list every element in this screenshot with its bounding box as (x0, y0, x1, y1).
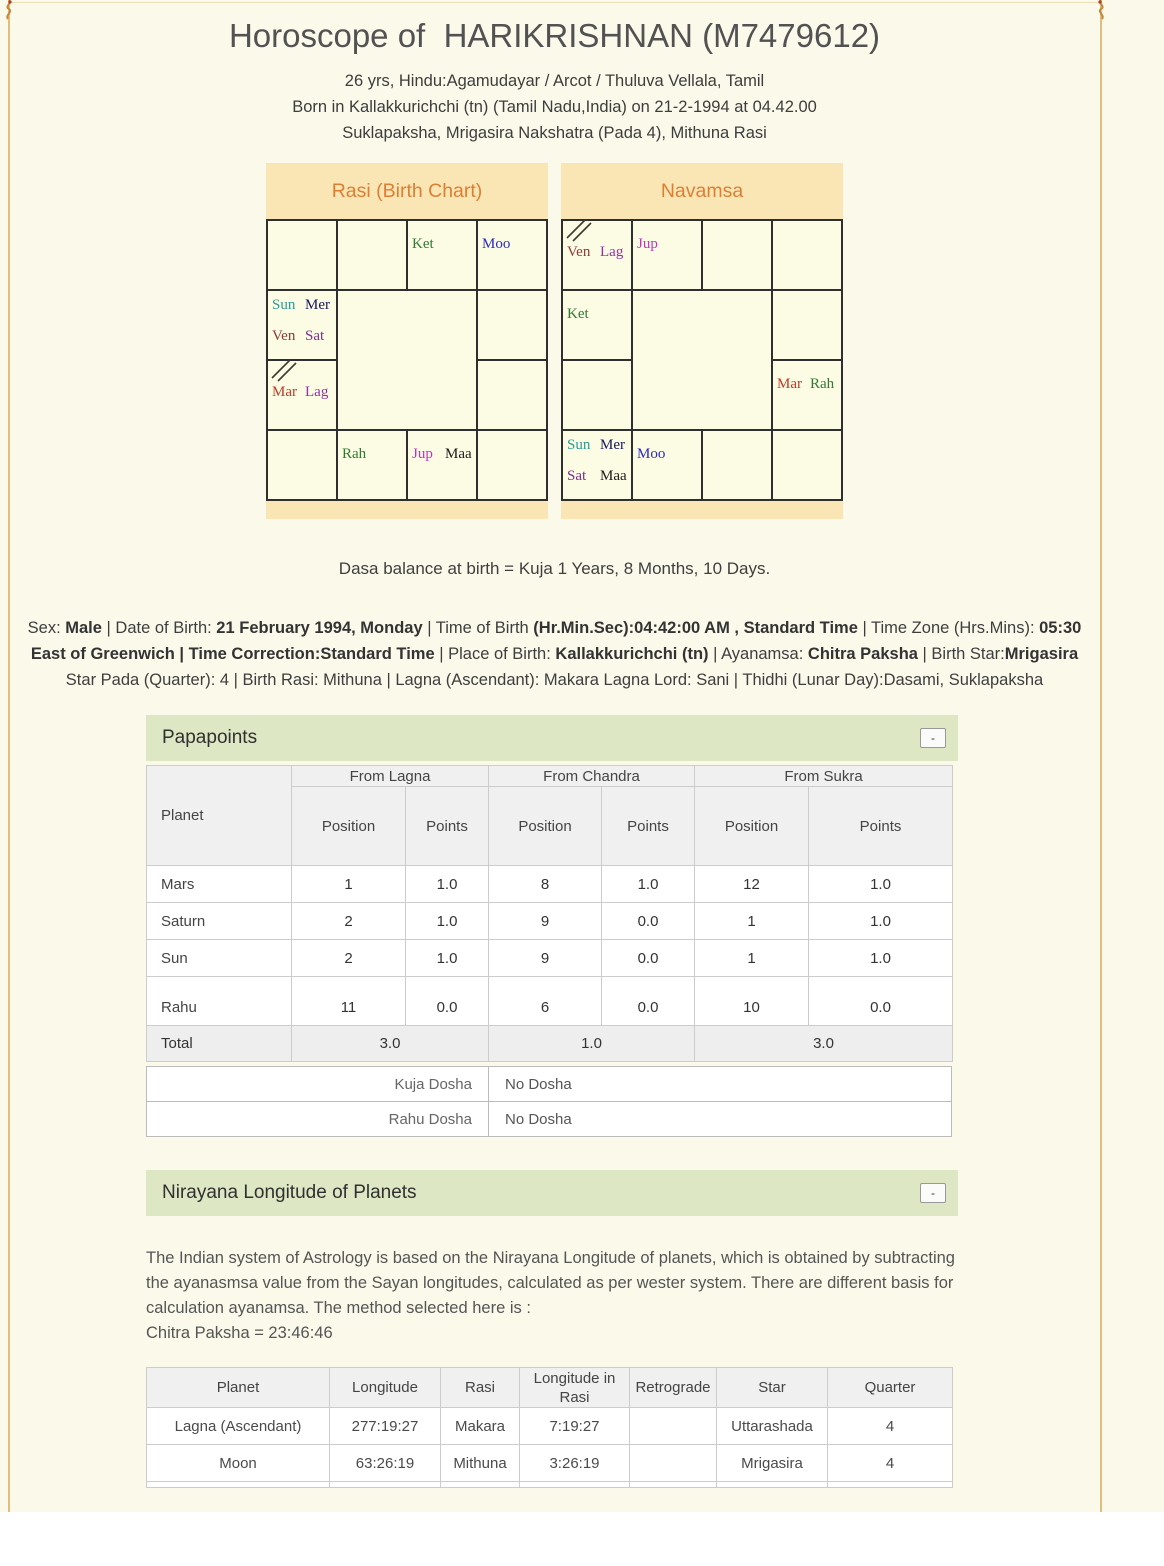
planet-sat: Sat (305, 328, 325, 344)
column-group-header: From Chandra (489, 766, 695, 787)
table-row (147, 1102, 952, 1137)
planet-maa: Maa (445, 446, 472, 462)
planet-jup: Jup (412, 446, 433, 462)
table-row (147, 1368, 953, 1408)
planet-lag: Lag (305, 384, 329, 400)
chart-grid-rasi (266, 219, 548, 501)
planet-sat: Sat (567, 468, 587, 484)
detail-label: Sex: (27, 619, 66, 637)
planet-line (478, 221, 546, 253)
column-header-position: Position (695, 787, 809, 866)
planet-moo: Moo (482, 236, 511, 252)
planet-mer: Mer (600, 437, 625, 453)
birth-details-paragraph (24, 615, 1086, 693)
total-value-cell: 3.0 (292, 1026, 489, 1062)
dosha-label-cell: Kuja Dosha (147, 1067, 489, 1102)
empty-cell (147, 1482, 330, 1488)
table-row (147, 903, 953, 940)
table-row (147, 1067, 952, 1102)
chart-cell-r1c1 (268, 221, 338, 291)
detail-value: Male (65, 619, 102, 637)
points-cell: 0.0 (602, 903, 695, 940)
lagna-mark-icon (564, 218, 592, 242)
chart-cell-r4c2 (633, 431, 703, 501)
detail-label: | Ayanamsa: (708, 645, 808, 663)
detail-value: 05:30 East of Greenwich | Time Correction:Standard Time (30, 619, 1082, 663)
planet-line (633, 431, 701, 463)
points-cell: 0.0 (809, 977, 953, 1026)
column-header-star: Star (717, 1368, 828, 1408)
chart-cell-r4c4 (773, 431, 843, 501)
nirayana-collapse-button[interactable]: - (920, 1183, 946, 1203)
points-cell: 6 (489, 977, 602, 1026)
planet-moo: Moo (637, 446, 666, 462)
planet-line (563, 454, 631, 485)
lagna-mark-icon (269, 358, 297, 382)
column-header-quarter: Quarter (828, 1368, 953, 1408)
points-cell: 8 (489, 866, 602, 903)
longitude-cell: 63:26:19 (330, 1445, 441, 1482)
planet-maa: Maa (600, 468, 627, 484)
points-cell: 1.0 (809, 940, 953, 977)
points-cell: 0.0 (406, 977, 489, 1026)
table-row (147, 766, 953, 787)
detail-value: (Hr.Min.Sec):04:42:00 AM , Standard Time (533, 619, 858, 637)
points-cell: 0.0 (602, 940, 695, 977)
longitude-table-head (147, 1368, 953, 1408)
dosha-table (146, 1066, 952, 1137)
dosha-value-cell: No Dosha (489, 1102, 952, 1137)
column-group-header: From Sukra (695, 766, 953, 787)
points-cell: 1.0 (406, 866, 489, 903)
planet-line (773, 361, 841, 393)
papapoints-collapse-button[interactable]: - (920, 728, 946, 748)
chart-title-navamsa: Navamsa (660, 180, 744, 202)
column-header-position: Position (292, 787, 406, 866)
detail-label: | Place of Birth: (434, 645, 556, 663)
column-header-longitude-in-rasi: Longitude in Rasi (520, 1368, 630, 1408)
points-cell: 1.0 (809, 866, 953, 903)
points-cell: 11 (292, 977, 406, 1026)
column-header-points: Points (406, 787, 489, 866)
planet-name-cell: Saturn (147, 903, 292, 940)
planet-ket: Ket (567, 306, 589, 322)
total-value-cell: 1.0 (489, 1026, 695, 1062)
table-row (147, 1026, 953, 1062)
empty-cell (630, 1482, 717, 1488)
table-row (147, 1408, 953, 1445)
summary-line-nakshatra: Suklapaksha, Mrigasira Nakshatra (Pada 4), Mithuna Rasi (342, 124, 767, 142)
longitude-cell: Makara (441, 1408, 520, 1445)
planet-sun: Sun (272, 297, 296, 313)
planet-line (338, 431, 406, 463)
detail-label: | Date of Birth: (101, 619, 217, 637)
detail-label: | Birth Star: (917, 645, 1005, 663)
papapoints-section-header (146, 715, 958, 761)
planet-ven: Ven (272, 328, 296, 344)
chart-cell-r4c3 (408, 431, 478, 501)
chart-cell-r3c1 (268, 361, 338, 431)
longitude-cell: Lagna (Ascendant) (147, 1408, 330, 1445)
page-title: Horoscope of HARIKRISHNAN (M7479612) (228, 17, 881, 54)
chart-cell-r4c1 (563, 431, 633, 501)
planet-line (563, 431, 631, 454)
total-label-cell: Total (147, 1026, 292, 1062)
chart-cell-r1c1 (563, 221, 633, 291)
planet-ket: Ket (412, 236, 434, 252)
chart-rasi (266, 163, 548, 519)
chart-center-cell (633, 291, 773, 431)
detail-label: | Time of Birth (422, 619, 534, 637)
nirayana-description (146, 1246, 964, 1346)
planet-name-cell: Rahu (147, 977, 292, 1026)
empty-cell (520, 1482, 630, 1488)
points-cell: 1.0 (809, 903, 953, 940)
planet-name-cell: Sun (147, 940, 292, 977)
empty-cell (717, 1482, 828, 1488)
column-header-rasi: Rasi (441, 1368, 520, 1408)
table-row (147, 866, 953, 903)
papapoints-table-head (147, 766, 953, 866)
planet-jup: Jup (637, 236, 658, 252)
points-cell: 10 (695, 977, 809, 1026)
chart-cell-r4c1 (268, 431, 338, 501)
nirayana-section-header (146, 1170, 958, 1216)
planet-ven: Ven (567, 244, 591, 260)
planet-mer: Mer (305, 297, 330, 313)
points-cell: 1 (695, 940, 809, 977)
papapoints-table (146, 765, 953, 1062)
column-header-longitude: Longitude (330, 1368, 441, 1408)
column-group-header: From Lagna (292, 766, 489, 787)
chart-cell-r2c4 (773, 291, 843, 361)
longitude-cell: Mithuna (441, 1445, 520, 1482)
longitude-cell: Uttarashada (717, 1408, 828, 1445)
chart-cell-r2c1 (268, 291, 338, 361)
planet-line (408, 431, 476, 463)
detail-value: 21 February 1994, Monday (216, 619, 423, 637)
planet-rah: Rah (342, 446, 367, 462)
column-header-points: Points (809, 787, 953, 866)
chart-cell-r1c2 (338, 221, 408, 291)
table-row (147, 940, 953, 977)
summary-line-birthplace: Born in Kallakkurichchi (tn) (Tamil Nadu,India) on 21-2-1994 at 04.42.00 (292, 98, 817, 116)
longitude-cell: 7:19:27 (520, 1408, 630, 1445)
nirayana-ayanamsa-value: Chitra Paksha = 23:46:46 (146, 1324, 333, 1342)
table-row-partial (147, 1482, 953, 1488)
papapoints-title: Papapoints (162, 727, 258, 748)
chart-row (8, 163, 1101, 519)
chart-navamsa (561, 163, 843, 519)
chart-cell-r3c1 (563, 361, 633, 431)
nirayana-longitude-table (146, 1367, 953, 1488)
detail-label: | Time Zone (Hrs.Mins): (857, 619, 1040, 637)
column-header-retrograde: Retrograde (630, 1368, 717, 1408)
points-cell: 9 (489, 940, 602, 977)
column-header-planet: Planet (147, 1368, 330, 1408)
column-header-position: Position (489, 787, 602, 866)
points-cell: 1.0 (602, 866, 695, 903)
birth-summary (8, 68, 1101, 146)
table-row (147, 977, 953, 1026)
points-cell: 0.0 (602, 977, 695, 1026)
chart-cell-r1c2 (633, 221, 703, 291)
page-content (8, 0, 1101, 1488)
dasa-balance-line: Dasa balance at birth = Kuja 1 Years, 8 Months, 10 Days. (338, 559, 771, 578)
detail-value: Chitra Paksha (807, 645, 918, 663)
planet-line (268, 291, 336, 314)
chart-cell-r1c4 (478, 221, 548, 291)
papapoints-table-body (147, 866, 953, 1062)
longitude-cell: Mrigasira (717, 1445, 828, 1482)
planet-line (633, 221, 701, 253)
nirayana-description-text: The Indian system of Astrology is based on the Nirayana Longitude of planets, which is obtained by subtracting the ayanasmsa value from the Sayan longitudes, calculated as per wester system. There are different basis for calculation ayanamsa. The method selected here is : (146, 1249, 955, 1317)
longitude-table-body (147, 1408, 953, 1488)
nirayana-title: Nirayana Longitude of Planets (162, 1182, 417, 1203)
chart-cell-r4c3 (703, 431, 773, 501)
longitude-cell: 277:19:27 (330, 1408, 441, 1445)
detail-value: Mrigasira (1004, 645, 1079, 663)
points-cell: 2 (292, 903, 406, 940)
chart-cell-r4c4 (478, 431, 548, 501)
summary-line-community: 26 yrs, Hindu:Agamudayar / Arcot / Thuluva Vellala, Tamil (344, 72, 765, 90)
chart-cell-r3c4 (773, 361, 843, 431)
points-cell: 9 (489, 903, 602, 940)
longitude-cell (630, 1445, 717, 1482)
planet-name-cell: Mars (147, 866, 292, 903)
chart-grid-navamsa (561, 219, 843, 501)
chart-cell-r4c2 (338, 431, 408, 501)
chart-cell-r2c1 (563, 291, 633, 361)
detail-value: Kallakkurichchi (tn) (555, 645, 709, 663)
planet-line (408, 221, 476, 253)
dosha-value-cell: No Dosha (489, 1067, 952, 1102)
longitude-cell: 4 (828, 1408, 953, 1445)
table-row (147, 1445, 953, 1482)
chart-cell-r3c4 (478, 361, 548, 431)
empty-cell (441, 1482, 520, 1488)
dosha-label-cell: Rahu Dosha (147, 1102, 489, 1137)
planet-line (268, 314, 336, 345)
longitude-cell: 4 (828, 1445, 953, 1482)
longitude-cell: Moon (147, 1445, 330, 1482)
chart-center-cell (338, 291, 478, 431)
chart-cell-r1c4 (773, 221, 843, 291)
points-cell: 2 (292, 940, 406, 977)
points-cell: 12 (695, 866, 809, 903)
planet-mar: Mar (777, 376, 802, 392)
planet-sun: Sun (567, 437, 591, 453)
points-cell: 1.0 (406, 903, 489, 940)
planet-rah: Rah (810, 376, 835, 392)
total-value-cell: 3.0 (695, 1026, 953, 1062)
empty-cell (828, 1482, 953, 1488)
column-header-points: Points (602, 787, 695, 866)
chart-title-rasi: Rasi (Birth Chart) (331, 180, 483, 202)
planet-mar: Mar (272, 384, 297, 400)
detail-label: Star Pada (Quarter): 4 | Birth Rasi: Mithuna | Lagna (Ascendant): Makara Lagna Lord: Sani | Thidhi (Lunar Day):Dasami, Suklapaksha (65, 671, 1044, 689)
planet-line (563, 291, 631, 323)
longitude-cell (630, 1408, 717, 1445)
chart-cell-r2c4 (478, 291, 548, 361)
empty-cell (330, 1482, 441, 1488)
longitude-cell: 3:26:19 (520, 1445, 630, 1482)
points-cell: 1 (292, 866, 406, 903)
points-cell: 1.0 (406, 940, 489, 977)
planet-lag: Lag (600, 244, 624, 260)
chart-cell-r1c3 (703, 221, 773, 291)
chart-cell-r1c3 (408, 221, 478, 291)
points-cell: 1 (695, 903, 809, 940)
column-header-planet: Planet (147, 766, 292, 866)
